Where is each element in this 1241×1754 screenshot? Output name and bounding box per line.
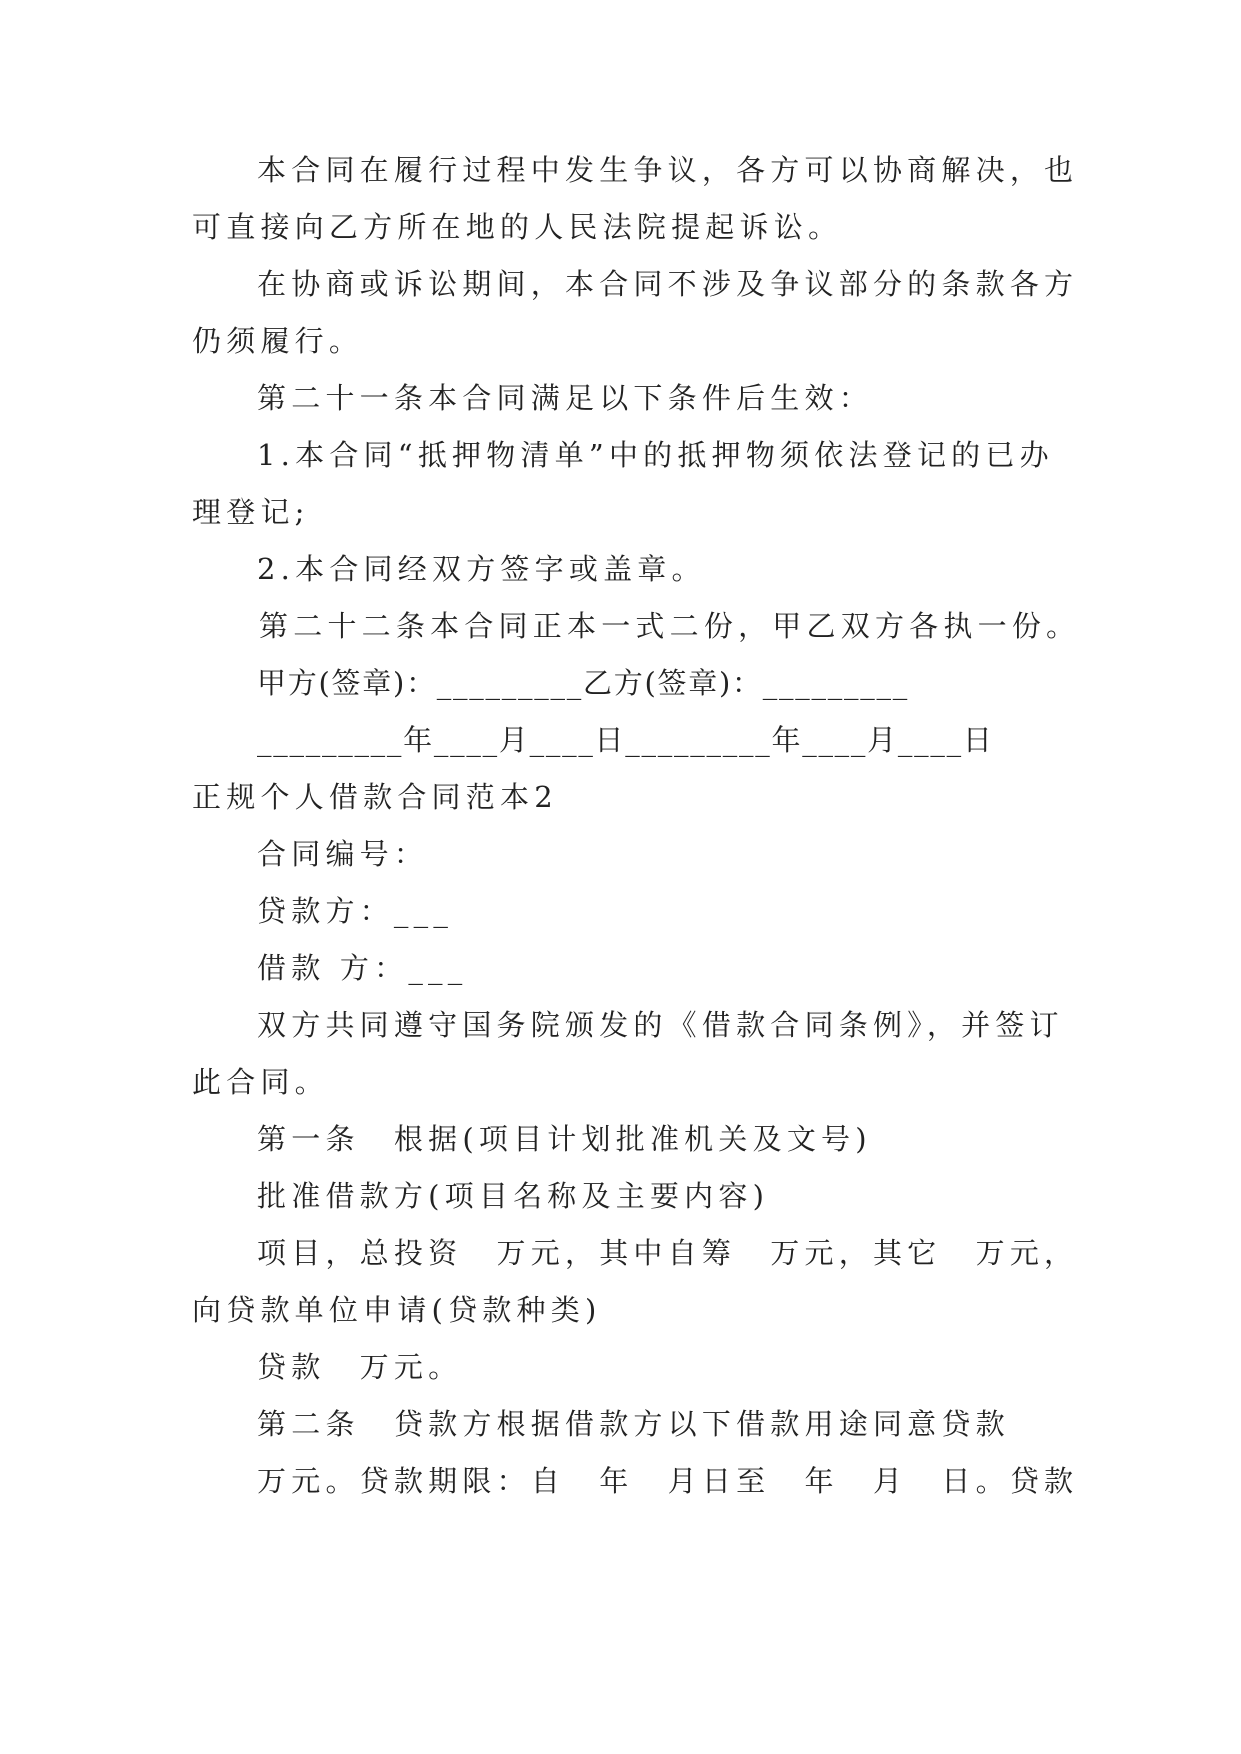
article-1-line-2: 批准借款方(项目名称及主要内容) <box>257 1179 770 1213</box>
paragraph-dispute-line-1: 本合同在履行过程中发生争议，各方可以协商解决，也 <box>257 153 1079 187</box>
preamble-line-2: 此合同。 <box>192 1065 329 1099</box>
article-21-item-2: 2.本合同经双方签字或盖章。 <box>257 552 706 586</box>
article-22: 第二十二条本合同正本一式二份，甲乙双方各执一份。 <box>259 609 1081 643</box>
article-21-heading: 第二十一条本合同满足以下条件后生效： <box>257 381 873 415</box>
article-21-item-1-line-2: 理登记; <box>192 495 310 529</box>
article-1-line-4: 向贷款单位申请(贷款种类) <box>192 1293 602 1327</box>
preamble-line-1: 双方共同遵守国务院颁发的《借款合同条例》，并签订 <box>257 1008 1064 1042</box>
signature-line: 甲方(签章)：_________乙方(签章)：_________ <box>257 666 909 700</box>
paragraph-negotiation-line-1: 在协商或诉讼期间，本合同不涉及争议部分的条款各方 <box>257 267 1079 301</box>
article-1-line-3: 项目，总投资 万元，其中自筹 万元，其它 万元， <box>257 1236 1079 1270</box>
article-2-line-1: 第二条 贷款方根据借款方以下借款用途同意贷款 <box>257 1407 1010 1441</box>
article-1-line-5: 贷款 万元。 <box>257 1350 463 1384</box>
contract-number: 合同编号： <box>257 837 429 871</box>
date-line: _________年____月____日_________年____月____日 <box>257 723 994 757</box>
paragraph-dispute-line-2: 可直接向乙方所在地的人民法院提起诉讼。 <box>192 210 843 244</box>
article-1-line-1: 第一条 根据(项目计划批准机关及文号) <box>257 1122 872 1156</box>
article-2-line-2: 万元。贷款期限：自 年 月日至 年 月 日。贷款 <box>257 1464 1079 1498</box>
lender-field: 贷款方：___ <box>257 894 454 928</box>
paragraph-negotiation-line-2: 仍须履行。 <box>192 324 364 358</box>
borrower-field: 借款 方：___ <box>257 951 468 985</box>
contract-2-title: 正规个人借款合同范本2 <box>192 780 558 814</box>
article-21-item-1-line-1: 1.本合同“抵押物清单”中的抵押物须依法登记的已办 <box>257 438 1054 472</box>
